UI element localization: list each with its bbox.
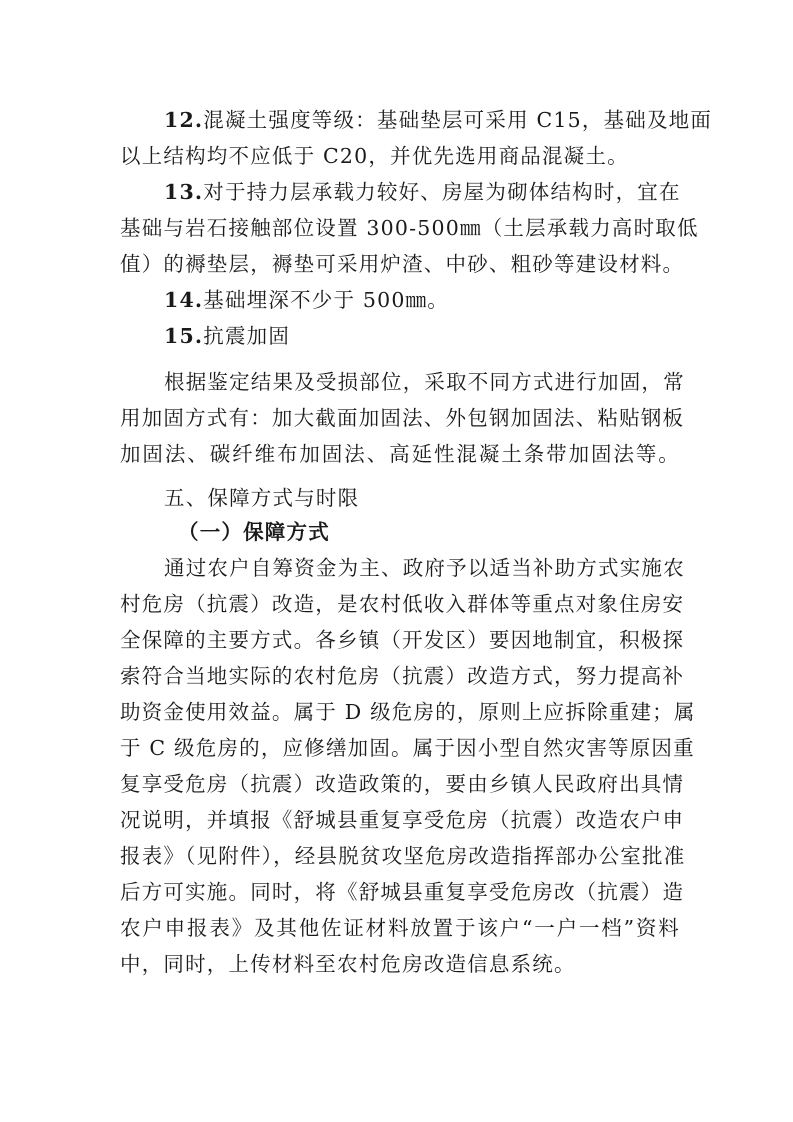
item-13-line-1 [164, 174, 680, 210]
item-13-line-2: 基础与岩石接触部位设置 300-500㎜（土层承载力高时取低 [120, 216, 699, 240]
reinforcement-line-3: 加固法、碳纤维布加固法、高延性混凝土条带加固法等。 [120, 442, 680, 466]
guarantee-line-1: 通过农户自筹资金为主、政府予以适当补助方式实施农 [164, 556, 685, 580]
guarantee-line-3: 全保障的主要方式。各乡镇（开发区）要因地制宜，积极探 [120, 628, 685, 652]
item-12-line-2: 以上结构均不应低于 C20，并优先选用商品混凝土。 [120, 144, 629, 168]
guarantee-line-5: 助资金使用效益。属于 D 级危房的，原则上应拆除重建；属 [120, 700, 696, 724]
guarantee-line-4: 索符合当地实际的农村危房（抗震）改造方式，努力提高补 [120, 664, 685, 688]
subsection-1-heading: （一）保障方式 [178, 520, 330, 544]
item-14-number: 14. [164, 288, 204, 312]
item-13-number: 13. [164, 180, 204, 204]
item-14-text-1: 基础埋深不少于 500㎜。 [203, 288, 450, 312]
item-13-line-3: 值）的褥垫层，褥垫可采用炉渣、中砂、粗砂等建设材料。 [120, 252, 685, 276]
guarantee-line-9: 报表》（见附件），经县脱贫攻坚危房改造指挥部办公室批准 [120, 844, 686, 868]
guarantee-line-7: 复享受危房（抗震）改造政策的，要由乡镇人民政府出具情 [120, 772, 685, 796]
guarantee-line-11: 农户申报表》及其他佐证材料放置于该户“一户一档”资料 [120, 916, 680, 940]
reinforcement-line-1: 根据鉴定结果及受损部位，采取不同方式进行加固，常 [164, 370, 685, 394]
item-15-text-1: 抗震加固 [203, 324, 291, 348]
item-14-line-1 [164, 282, 680, 318]
section-5-heading: 五、保障方式与时限 [164, 486, 360, 510]
guarantee-line-10: 后方可实施。同时，将《舒城县重复享受危房改（抗震）造 [120, 880, 685, 904]
item-12-line-1 [164, 102, 713, 138]
item-12-number: 12. [164, 108, 204, 132]
item-13-text-1: 对于持力层承载力较好、房屋为砌体结构时，宜在 [203, 180, 681, 204]
item-12-text-1: 混凝土强度等级：基础垫层可采用 C15，基础及地面 [203, 108, 713, 132]
guarantee-line-2: 村危房（抗震）改造，是农村低收入群体等重点对象住房安 [120, 592, 685, 616]
guarantee-line-12: 中，同时，上传材料至农村危房改造信息系统。 [120, 952, 576, 976]
guarantee-line-8: 况说明，并填报《舒城县重复享受危房（抗震）改造农户申 [120, 808, 685, 832]
guarantee-line-6: 于 C 级危房的，应修缮加固。属于因小型自然灾害等原因重 [120, 736, 695, 760]
reinforcement-line-2: 用加固方式有：加大截面加固法、外包钢加固法、粘贴钢板 [120, 406, 685, 430]
item-15-number: 15. [164, 324, 204, 348]
item-15-line-1 [164, 318, 680, 354]
